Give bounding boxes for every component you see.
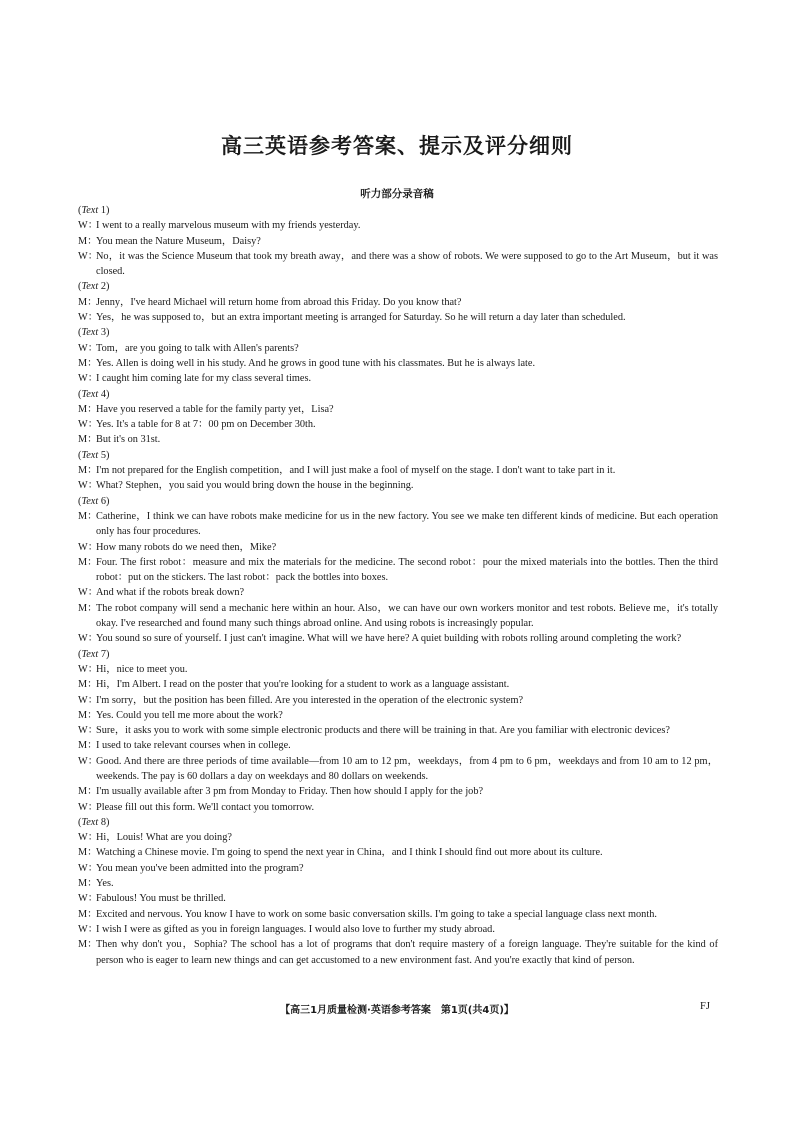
speaker-label: W：	[78, 801, 99, 813]
page-footer: 【高三1月质量检测·英语参考答案 第1页(共4页)】	[280, 1005, 514, 1016]
page-title: 高三英语参考答案、提示及评分细则	[221, 134, 573, 158]
speaker-label: W：	[78, 725, 99, 737]
text-section	[78, 279, 718, 325]
dialogue-text: I wish I were as gifted as you in foreign languages. I would also love to further my study abroad.	[96, 923, 495, 935]
speaker-initial: M	[78, 434, 88, 446]
text-marker: (Text 2)	[78, 281, 110, 293]
text-marker-label: Text	[81, 648, 99, 660]
speaker-initial: W	[78, 250, 88, 262]
dialogue-text: I'm sorry，but the position has been filled. Are you interested in the operation of the electronic system?	[96, 694, 524, 706]
footer-code: FJ	[700, 1001, 710, 1012]
dialogue-text: Tom，are you going to talk with Allen's parents?	[96, 342, 299, 354]
dialogue-line	[78, 249, 718, 280]
speaker-initial: W	[78, 480, 88, 492]
dialogue-text: Sure，it asks you to work with some simple electronic products and there will be training in that. Are you familiar with electronic devices?	[96, 725, 670, 737]
text-marker-label: Text	[81, 388, 99, 400]
text-section	[78, 815, 718, 968]
dialogue-text: Yes. It's a table for 8 at 7：00 pm on December 30th.	[96, 419, 316, 431]
speaker-label: M：	[78, 847, 98, 859]
dialogue-text: Catherine，I think we can have robots make medicine for us in the new factory. You see we make ten different kinds of medicine. But each operation only has four procedures.	[96, 510, 718, 538]
dialogue-line	[78, 662, 718, 677]
speaker-label: W：	[78, 755, 99, 767]
speaker-label: W：	[78, 541, 99, 553]
dialogue-text: Hi，nice to meet you.	[96, 663, 188, 675]
text-marker-number: 8	[100, 816, 106, 828]
dialogue-text: Then why don't you，Sophia? The school has a lot of programs that don't require mastery of a foreign language. They're suitable for the kind of person who is eager to learn new things and can get accustomed to a new environment fast. And you're exactly that kind of person.	[96, 939, 718, 966]
dialogue-line	[78, 371, 718, 386]
dialogue-line	[78, 601, 718, 632]
dialogue-line	[78, 708, 718, 723]
speaker-initial: W	[78, 220, 88, 232]
dialogue-line	[78, 693, 718, 708]
text-marker: (Text 8)	[78, 816, 110, 828]
speaker-initial: M	[78, 602, 88, 614]
dialogue-line	[78, 876, 718, 891]
speaker-initial: W	[78, 587, 88, 599]
speaker-label: M：	[78, 679, 98, 691]
dialogue-line	[78, 463, 718, 478]
speaker-label: M：	[78, 403, 98, 415]
speaker-label: W：	[78, 419, 99, 431]
speaker-label: W：	[78, 312, 99, 324]
speaker-initial: M	[78, 357, 88, 369]
dialogue-text: Please fill out this form. We'll contact you tomorrow.	[96, 801, 315, 813]
transcript-body	[78, 203, 718, 968]
speaker-initial: W	[78, 725, 88, 737]
dialogue-text: Hi，I'm Albert. I read on the poster that you're looking for a student to work as a language assistant.	[96, 679, 510, 691]
dialogue-line	[78, 937, 718, 968]
text-marker: (Text 4)	[78, 388, 110, 400]
dialogue-text: Yes，he was supposed to，but an extra important meeting is arranged for Saturday. So he will return a day later than scheduled.	[96, 312, 626, 324]
text-marker-label: Text	[81, 495, 99, 507]
text-marker-label: Text	[81, 205, 99, 216]
speaker-initial: M	[78, 296, 88, 308]
dialogue-text: I used to take relevant courses when in college.	[96, 740, 291, 752]
speaker-label: M：	[78, 786, 98, 798]
speaker-initial: M	[78, 465, 88, 477]
dialogue-line	[78, 417, 718, 432]
speaker-initial: M	[78, 556, 88, 568]
dialogue-line	[78, 310, 718, 325]
dialogue-text: Yes. Could you tell me more about the work?	[96, 709, 283, 721]
speaker-label: M：	[78, 602, 98, 614]
speaker-initial: W	[78, 755, 88, 767]
speaker-initial: M	[78, 740, 88, 752]
dialogue-text: But it's on 31st.	[96, 434, 161, 446]
speaker-initial: M	[78, 709, 88, 721]
speaker-initial: W	[78, 862, 88, 874]
dialogue-line	[78, 631, 718, 646]
speaker-label: W：	[78, 832, 99, 844]
dialogue-line	[78, 800, 718, 815]
text-marker-label: Text	[81, 327, 99, 339]
text-section	[78, 448, 718, 494]
dialogue-text: Jenny，I've heard Michael will return home from abroad this Friday. Do you know that?	[96, 296, 462, 308]
dialogue-line	[78, 509, 718, 540]
text-marker-label: Text	[81, 449, 99, 461]
speaker-initial: W	[78, 342, 88, 354]
dialogue-text: How many robots do we need then，Mike?	[96, 541, 277, 553]
text-marker-number: 5	[100, 449, 106, 461]
text-marker-label: Text	[81, 281, 99, 293]
dialogue-text: Fabulous! You must be thrilled.	[96, 893, 226, 905]
dialogue-line	[78, 540, 718, 555]
speaker-label: W：	[78, 220, 99, 232]
dialogue-line	[78, 922, 718, 937]
speaker-label: W：	[78, 663, 99, 675]
speaker-label: W：	[78, 373, 99, 385]
dialogue-text: Excited and nervous. You know I have to work on some basic conversation skills. I'm going to take a special language class next month.	[96, 908, 657, 920]
speaker-label: W：	[78, 893, 99, 905]
text-section	[78, 647, 718, 815]
text-marker: (Text 6)	[78, 495, 110, 507]
speaker-label: M：	[78, 235, 98, 247]
speaker-initial: W	[78, 633, 88, 645]
speaker-initial: W	[78, 312, 88, 324]
dialogue-text: Yes.	[96, 878, 114, 890]
text-section	[78, 387, 718, 448]
dialogue-line	[78, 341, 718, 356]
dialogue-text: No，it was the Science Museum that took my breath away，and there was a show of robots. We were supposed to go to the Art Museum，but it was closed.	[96, 250, 718, 278]
speaker-label: W：	[78, 862, 99, 874]
dialogue-text: Four. The first robot：measure and mix the materials for the medicine. The second robot：pour the mixed materials into the bottles. Then the third robot：put on the stickers. The last robot：pack the bottles into boxes.	[96, 556, 718, 584]
text-marker-number: 3	[100, 327, 106, 339]
speaker-label: M：	[78, 939, 98, 951]
dialogue-line	[78, 432, 718, 447]
speaker-label: M：	[78, 510, 98, 522]
speaker-initial: W	[78, 373, 88, 385]
speaker-initial: M	[78, 235, 88, 247]
speaker-label: W：	[78, 923, 99, 935]
dialogue-line	[78, 555, 718, 586]
dialogue-line	[78, 845, 718, 860]
speaker-initial: W	[78, 923, 88, 935]
speaker-label: W：	[78, 250, 99, 262]
text-marker-number: 4	[100, 388, 106, 400]
speaker-label: M：	[78, 709, 98, 721]
speaker-initial: W	[78, 893, 88, 905]
text-marker: (Text 3)	[78, 327, 110, 339]
speaker-label: M：	[78, 296, 98, 308]
speaker-label: M：	[78, 465, 98, 477]
speaker-label: M：	[78, 878, 98, 890]
dialogue-line	[78, 784, 718, 799]
speaker-initial: M	[78, 878, 88, 890]
dialogue-text: Hi，Louis! What are you doing?	[96, 832, 232, 844]
speaker-initial: M	[78, 847, 88, 859]
speaker-label: M：	[78, 357, 98, 369]
speaker-label: M：	[78, 556, 98, 568]
section-subtitle: 听力部分录音稿	[360, 188, 434, 200]
dialogue-line	[78, 723, 718, 738]
speaker-label: W：	[78, 480, 99, 492]
speaker-initial: W	[78, 419, 88, 431]
text-marker: (Text 7)	[78, 648, 110, 660]
dialogue-text: Good. And there are three periods of time available—from 10 am to 12 pm，weekdays，from 4 pm to 6 pm，weekdays and from 10 am to 12 pm，weekends. The pay is 60 dollars a day on weekdays and 80 dollars on weekends.	[96, 755, 718, 782]
dialogue-line	[78, 738, 718, 753]
text-section	[78, 203, 718, 279]
speaker-initial: W	[78, 541, 88, 553]
dialogue-text: You sound so sure of yourself. I just can't imagine. What will we have here? A quiet building with robots rolling around completing the work?	[96, 633, 682, 645]
speaker-initial: M	[78, 510, 88, 522]
speaker-initial: M	[78, 939, 88, 951]
dialogue-line	[78, 356, 718, 371]
speaker-initial: M	[78, 908, 88, 920]
speaker-initial: W	[78, 663, 88, 675]
dialogue-line	[78, 891, 718, 906]
dialogue-text: I'm not prepared for the English competition，and I will just make a fool of myself on the stage. I don't want to take part in it.	[96, 465, 616, 477]
dialogue-text: What? Stephen，you said you would bring down the house in the beginning.	[96, 480, 414, 492]
dialogue-line	[78, 677, 718, 692]
dialogue-text: Watching a Chinese movie. I'm going to spend the next year in China，and I think I should find out more about its culture.	[96, 847, 603, 859]
dialogue-text: Yes. Allen is doing well in his study. And he grows in good tune with his classmates. But he is always late.	[96, 357, 536, 369]
speaker-label: W：	[78, 694, 99, 706]
text-marker-label: Text	[81, 816, 99, 828]
dialogue-text: And what if the robots break down?	[96, 587, 245, 599]
speaker-label: W：	[78, 587, 99, 599]
dialogue-text: You mean you've been admitted into the program?	[96, 862, 304, 874]
dialogue-text: Have you reserved a table for the family party yet，Lisa?	[96, 403, 334, 415]
dialogue-line	[78, 218, 718, 233]
text-marker: (Text 1)	[78, 205, 110, 216]
speaker-initial: W	[78, 832, 88, 844]
text-marker-number: 2	[100, 281, 106, 293]
speaker-label: M：	[78, 740, 98, 752]
dialogue-line	[78, 295, 718, 310]
speaker-initial: W	[78, 694, 88, 706]
dialogue-line	[78, 907, 718, 922]
dialogue-text: I'm usually available after 3 pm from Monday to Friday. Then how should I apply for the job?	[96, 786, 484, 798]
dialogue-text: The robot company will send a mechanic here within an hour. Also，we can have our own workers monitor and test robots. Believe me，it's totally okay. I've researched and found many such things abroad online. And using robots is increasingly popular.	[96, 602, 718, 630]
text-section	[78, 325, 718, 386]
text-marker-number: 6	[100, 495, 106, 507]
dialogue-line	[78, 234, 718, 249]
dialogue-line	[78, 754, 718, 785]
text-marker-number: 7	[100, 648, 106, 660]
dialogue-text: You mean the Nature Museum，Daisy?	[96, 235, 261, 247]
dialogue-line	[78, 585, 718, 600]
speaker-initial: M	[78, 679, 88, 691]
speaker-initial: M	[78, 786, 88, 798]
text-marker-number: 1	[100, 205, 106, 216]
dialogue-line	[78, 861, 718, 876]
dialogue-line	[78, 478, 718, 493]
speaker-label: W：	[78, 342, 99, 354]
speaker-label: W：	[78, 633, 99, 645]
text-marker: (Text 5)	[78, 449, 110, 461]
speaker-label: M：	[78, 434, 98, 446]
speaker-label: M：	[78, 908, 98, 920]
dialogue-line	[78, 402, 718, 417]
dialogue-text: I caught him coming late for my class several times.	[96, 373, 312, 385]
dialogue-line	[78, 830, 718, 845]
speaker-initial: W	[78, 801, 88, 813]
dialogue-text: I went to a really marvelous museum with my friends yesterday.	[96, 220, 361, 232]
text-section	[78, 494, 718, 647]
speaker-initial: M	[78, 403, 88, 415]
